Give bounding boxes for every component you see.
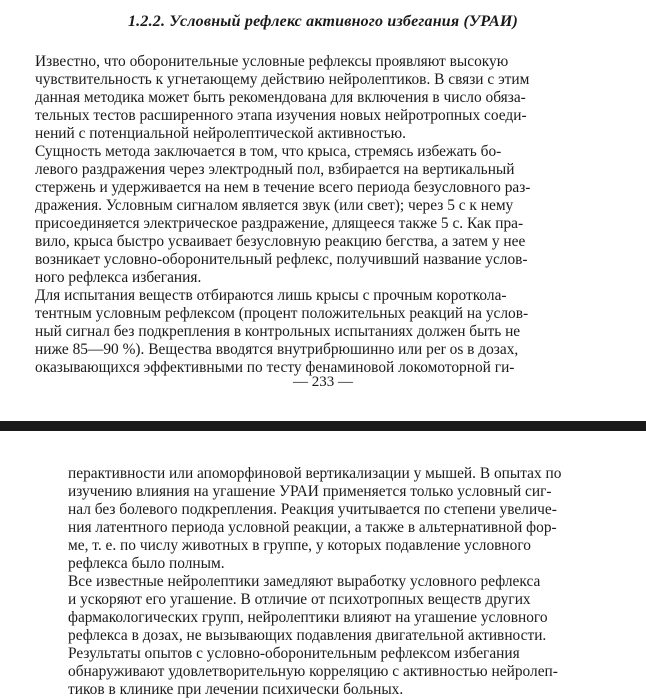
text-line: стержень и удерживается на нем в течение всего периода безусловного раз- [35,179,531,196]
page-number: — 233 — [293,374,353,390]
text-line: фармакологических групп, нейролептики влияют на угашение условного [68,609,548,626]
text-line: Все известные нейролептики замедляют выработку условного рефлекса [68,573,541,590]
text-line: Результаты опытов с условно-оборонительным рефлексом избегания [68,645,520,662]
text-line: дражения. Условным сигналом является звук (или свет); через 5 с к нему [35,197,514,214]
text-line: присоединяется электрическое раздражение, длящееся также 5 с. Как пра- [35,215,524,232]
text-line: нал без болевого подкрепления. Реакция учитывается по степени увеличе- [68,501,557,518]
text-line: возникает условно-оборонительный рефлекс, получивший название услов- [35,251,528,268]
text-line: тиков в клинике при лечении психически больных. [68,681,404,698]
text-line: оказывающихся эффективными по тесту фенаминовой локомоторной ги- [35,359,515,376]
text-line: чувствительность к угнетающему действию нейролептиков. В связи с этим [35,71,530,88]
text-line: изучению влияния на угашение УРАИ применяется только условный сиг- [68,483,552,500]
text-line: ме, т. е. по числу животных в группе, у которых подавление условного [68,537,531,554]
text-line: ния латентного периода условной реакции, а также в альтернативной фор- [68,519,557,536]
text-line: Сущность метода заключается в том, что крыса, стремясь избежать бо- [35,143,502,160]
page-divider [0,421,646,431]
text-line: рефлекса было полным. [68,555,225,572]
text-line: и ускоряют его угашение. В отличие от психотропных веществ других [68,591,531,608]
text-line: ниже 85—90 %). Вещества вводятся внутрибрюшинно или per os в дозах, [35,341,519,358]
text-line: рефлекса в дозах, не вызывающих подавления двигательной активности. [68,627,547,644]
text-line: обнаруживают удовлетворительную корреляцию с активностью нейролеп- [68,663,558,680]
page-234 [0,455,646,698]
text-line: данная методика может быть рекомендована для включения в число обяза- [35,89,526,106]
section-title: 1.2.2. Условный рефлекс активного избегания (УРАИ) [127,13,518,30]
text-line: ного рефлекса избегания. [35,269,202,286]
text-line: ный сигнал без подкрепления в контрольных испытаниях должен быть не [35,323,521,340]
text-line: тентным условным рефлексом (процент положительных реакций на услов- [35,305,529,322]
text-line: Известно, что оборонительные условные рефлексы проявляют высокую [35,53,509,70]
text-line: перактивности или апоморфиновой вертикализации у мышей. В опытах по [68,465,562,482]
text-line: тельных тестов расширенного этапа изучения новых нейротропных соеди- [35,107,527,124]
text-line: Для испытания веществ отбираются лишь крысы с прочным коротколa- [35,287,507,304]
text-line: вило, крыса быстро усваивает безусловную реакцию бегства, а затем у нее [35,233,526,250]
text-line: левого раздражения через электродный пол, взбирается на вертикальный [35,161,515,178]
text-line: нений с потенциальной нейролептической активностью. [35,125,407,142]
